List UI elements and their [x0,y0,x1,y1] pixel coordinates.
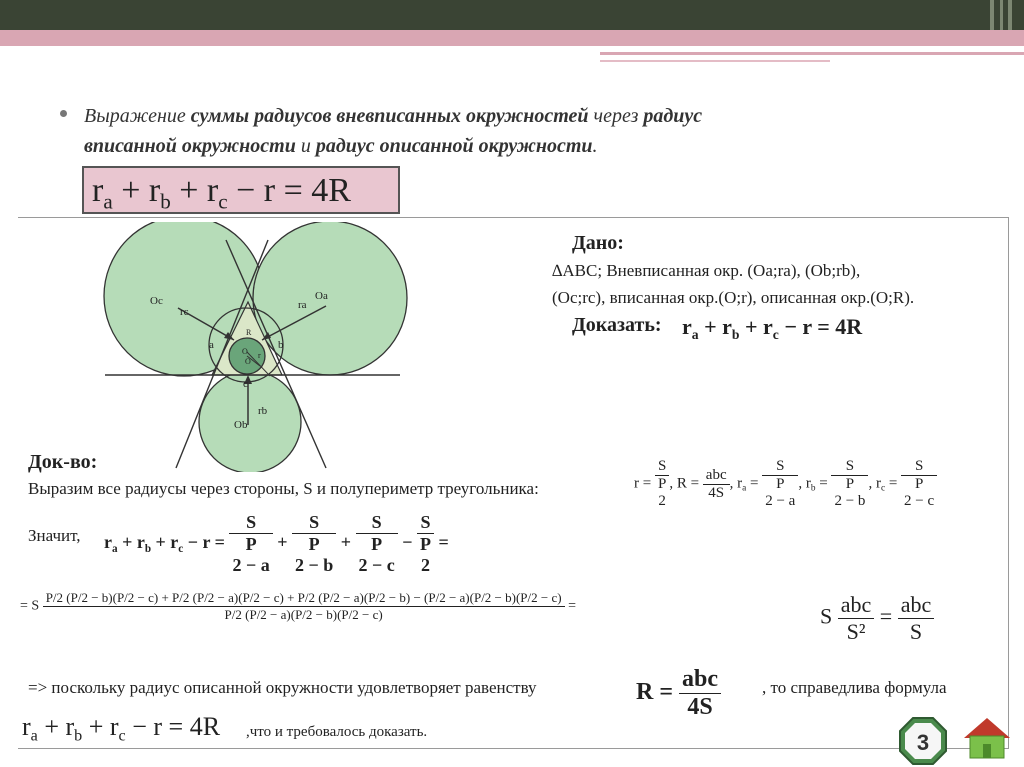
sum-expression: $r_a + r_b + r_c - r$ = S P 2 − a + S P 2 − b + S P 2 − c − S P 2 = [104,512,449,575]
bullet-dot [60,110,67,117]
final-formula: $r_a + r_b + r_c - r = 4R$ [22,712,221,745]
prove-formula: $r_a + r_b + r_c - r = 4R$ [682,314,863,342]
simplified-expression: S $\frac{\text{abc}}{\text{S²}}$ = $\frac{\text{abc}}{S}$ [820,592,934,645]
top-bar-stripe [990,0,994,30]
label-ob: Ob [234,419,248,431]
pink-line [600,60,830,62]
circumradius-formula: R = $\frac{\text{abc}}{4S}$ [636,666,721,721]
excircle-a [253,222,407,375]
octagon-badge-icon[interactable] [898,716,948,766]
label-o2: O [245,357,251,366]
express-text: Выразим все радиусы через стороны, S и полупериметр треугольника: [28,479,539,498]
label-b: b [278,339,284,351]
home-icon[interactable] [962,716,1012,760]
given-line-1: ∆ABC; Вневписанная окр. (Oa;ra), (Ob;rb), [552,261,861,280]
pink-band [0,30,1024,46]
top-bar-stripe [1008,0,1012,30]
pink-line [600,52,1024,55]
top-bar [0,0,1024,30]
label-rb: rb [258,405,268,417]
conclusion-text: => поскольку радиус описанной окружности удовлетворяет равенству [28,678,537,697]
label-c: c [243,378,248,390]
hence-text: Значит, [28,526,81,545]
label-o: O [242,347,248,356]
geometry-figure [100,222,410,472]
final-text: ,что и требовалось доказать. [246,724,428,740]
label-R: R [246,328,252,337]
intro-text: Выражение суммы радиусов вневписанных окружностей через радиус вписанной окружности и радиус описанной окружности. [84,105,703,157]
slide-number: 3 [916,730,930,755]
given-line-2: (Oc;rc), вписанная окр.(O;r), описанная окр.(O;R). [552,288,915,307]
conclusion-suffix: , то справедлива формула [762,678,947,697]
prove-heading: Доказать: [572,314,662,336]
label-ra: ra [298,299,307,311]
label-oc: Oc [150,295,163,307]
label-r: r [258,351,261,360]
radii-formulas: r = S P 2 , R = $\frac{\text{abc}}{4S}$ , $r_a$ = S P 2 − a , $r_b$ = S P 2 − b , $r_c$ = S P 2 − c [634,458,937,510]
excircle-b [199,371,301,472]
label-oa: Oa [315,290,328,302]
main-formula: $r_a + r_b + r_c - r = 4R$ [82,166,400,214]
proof-heading: Док-во: [28,451,98,473]
top-bar-stripe [1000,0,1003,30]
expanded-expression: = S P/2 (P/2 − b)(P/2 − c) + P/2 (P/2 − a)(P/2 − c) + P/2 (P/2 − a)(P/2 − b) − (P/2 − a)(P/2 − b)(P/2 − c) P/2 (P/2 − a)(P/2 − b)(P/2 − c) = [20,590,576,622]
given-heading: Дано: [572,232,624,254]
label-a: a [209,339,214,351]
label-rc: rc [180,306,189,318]
